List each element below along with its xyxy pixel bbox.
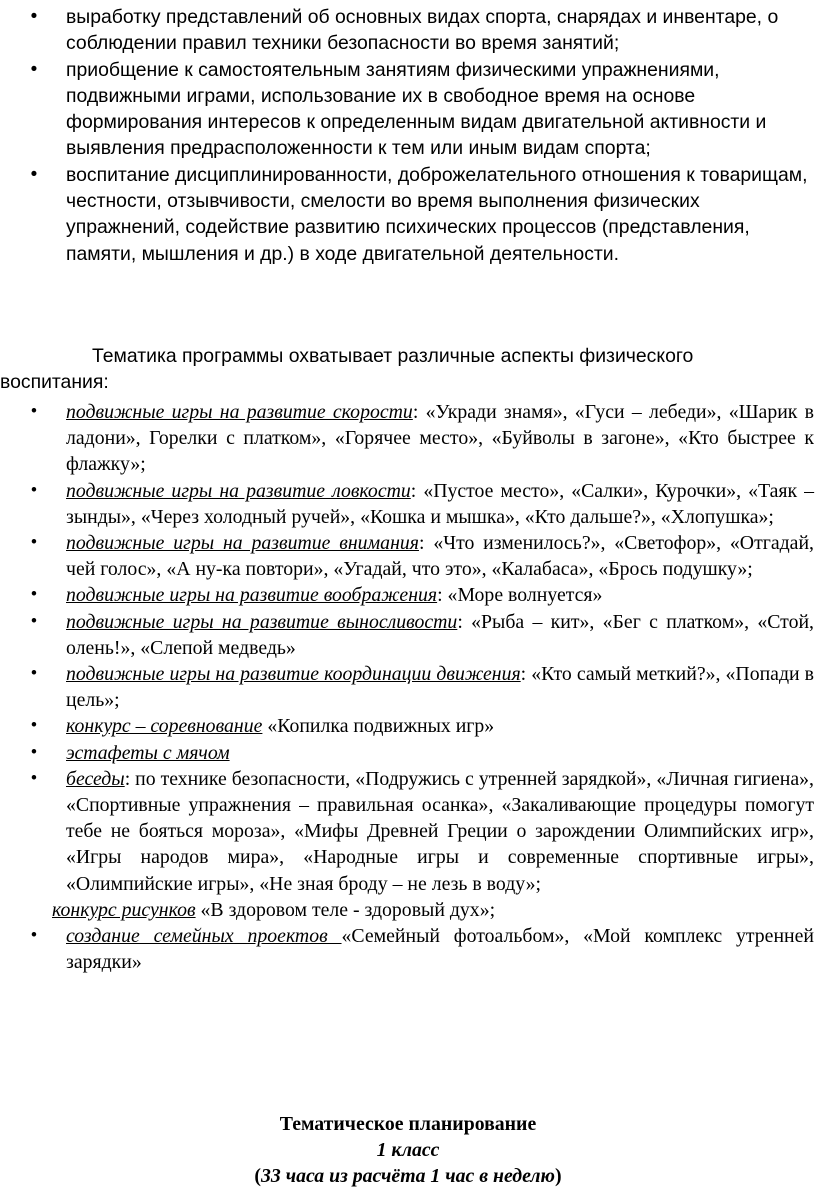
bullet-icon: • [30, 610, 38, 632]
drawing-contest-line [26, 897, 814, 923]
topic-text: : «Пустое место», «Салки», Курочки», «Таяк –зынды», «Через холодный ручей», «Кошка и мышка», «Кто дальше?», «Хлопушка»; [66, 479, 814, 528]
topic-text: : «Море волнуется» [437, 584, 603, 607]
section-heading [0, 1111, 816, 1189]
topic-category: подвижные игры на развитие внимания [66, 532, 419, 555]
topic-category: подвижные игры на развитие выносливости [66, 610, 458, 633]
list-item [26, 661, 814, 713]
list-item [26, 740, 814, 766]
bullet-icon: • [30, 925, 38, 947]
paren-open: ( [254, 1165, 261, 1187]
topic-category: конкурс – соревнование [66, 715, 263, 738]
list-item [26, 162, 816, 267]
topic-text: : «Рыба – кит», «Бег с платком», «Стой, олень!», «Слепой медведь» [66, 610, 814, 659]
topic-category: создание семейных проектов [66, 925, 342, 948]
list-item [26, 582, 814, 608]
list-item [26, 478, 814, 530]
topic-category: беседы [66, 767, 125, 790]
list-item [26, 399, 814, 478]
topic-text: : «Что изменилось?», «Светофор», «Отгадай, чей голос», «А ну-ка повтори», «Угадай, что это», «Калабаса», «Брось подушку»; [66, 532, 814, 581]
heading-hours [0, 1163, 816, 1189]
topic-text: «В здоровом теле - здоровый дух»; [195, 898, 496, 921]
topic-text: «Копилка подвижных игр» [262, 715, 495, 738]
intro-line-1: Тематика программы охватывает различные аспекты физического [92, 345, 694, 367]
list-item [26, 713, 814, 739]
topic-text: : по технике безопасности, «Подружись с утренней зарядкой», «Личная гигиена», «Спортивные упражнения – правильная осанка», «Закаливающие процедуры помогут тебе не бояться мороза», «Мифы Древней Греции о зарождении Олимпийских игр», «Игры народов мира», «Народные игры и современные спортивные игры», «Олимпийские игры», «Не зная броду – не лезь в воду»; [66, 767, 814, 895]
goals-bullet-list [26, 4, 816, 267]
list-item [26, 4, 816, 57]
intro-line-2: воспитания: [0, 371, 109, 393]
list-item-text: выработку представлений об основных видах спорта, снарядах и инвентаре, о соблюдении правил техники безопасности во время занятий; [66, 6, 779, 55]
list-item [26, 766, 814, 897]
hours-text: 33 часа из расчёта 1 час в неделю [260, 1165, 556, 1187]
topic-category: подвижные игры на развитие координации движения [66, 663, 521, 686]
topic-text: : «Укради знамя», «Гуси – лебеди», «Шарик в ладони», Горелки с платком», «Горячее место», «Буйволы в загоне», «Кто быстрее к флажку»; [66, 401, 814, 476]
bullet-icon: • [30, 58, 38, 80]
topic-text: : «Кто самый меткий?», «Попади в цель»; [66, 663, 814, 712]
heading-grade: 1 класс [376, 1139, 440, 1161]
bullet-icon: • [30, 663, 38, 685]
bullet-icon: • [30, 6, 38, 27]
bullet-icon: • [30, 479, 38, 501]
topic-category: конкурс рисунков [52, 898, 196, 921]
bullet-icon: • [30, 532, 38, 554]
topic-text: «Семейный фотоальбом», «Мой комплекс утренней зарядки» [66, 925, 814, 974]
bullet-icon: • [30, 767, 38, 789]
topic-category: подвижные игры на развитие ловкости [66, 479, 411, 502]
topic-category: подвижные игры на развитие скорости [66, 401, 413, 423]
program-topics-list [26, 399, 814, 975]
heading-title: Тематическое планирование [279, 1113, 537, 1135]
topic-category: подвижные игры на развитие воображения [66, 584, 438, 607]
list-item-text: воспитание дисциплинированности, доброжелательного отношения к товарищам, честности, отзывчивости, смелости во время выполнения физических упражнений, содействие развитию психических процессов (представления, памяти, мышления и др.) в ходе двигательной деятельности. [66, 163, 808, 265]
paren-close: ) [555, 1165, 562, 1187]
topic-category: эстафеты с мячом [66, 741, 230, 764]
bullet-icon: • [30, 584, 38, 606]
intro-paragraph [0, 343, 816, 395]
list-item [26, 530, 814, 582]
list-item-text: приобщение к самостоятельным занятиям физическими упражнениями, подвижными играми, использование их в свободное время на основе формирования интересов к определенным видам двигательной активности и выявления предрасположенности к тем или иным видам спорта; [66, 58, 767, 160]
list-item [26, 609, 814, 661]
bullet-icon: • [30, 741, 38, 763]
bullet-icon: • [30, 163, 38, 185]
bullet-icon: • [30, 715, 38, 737]
bullet-icon: • [30, 401, 38, 422]
list-item [26, 923, 814, 975]
list-item [26, 57, 816, 162]
